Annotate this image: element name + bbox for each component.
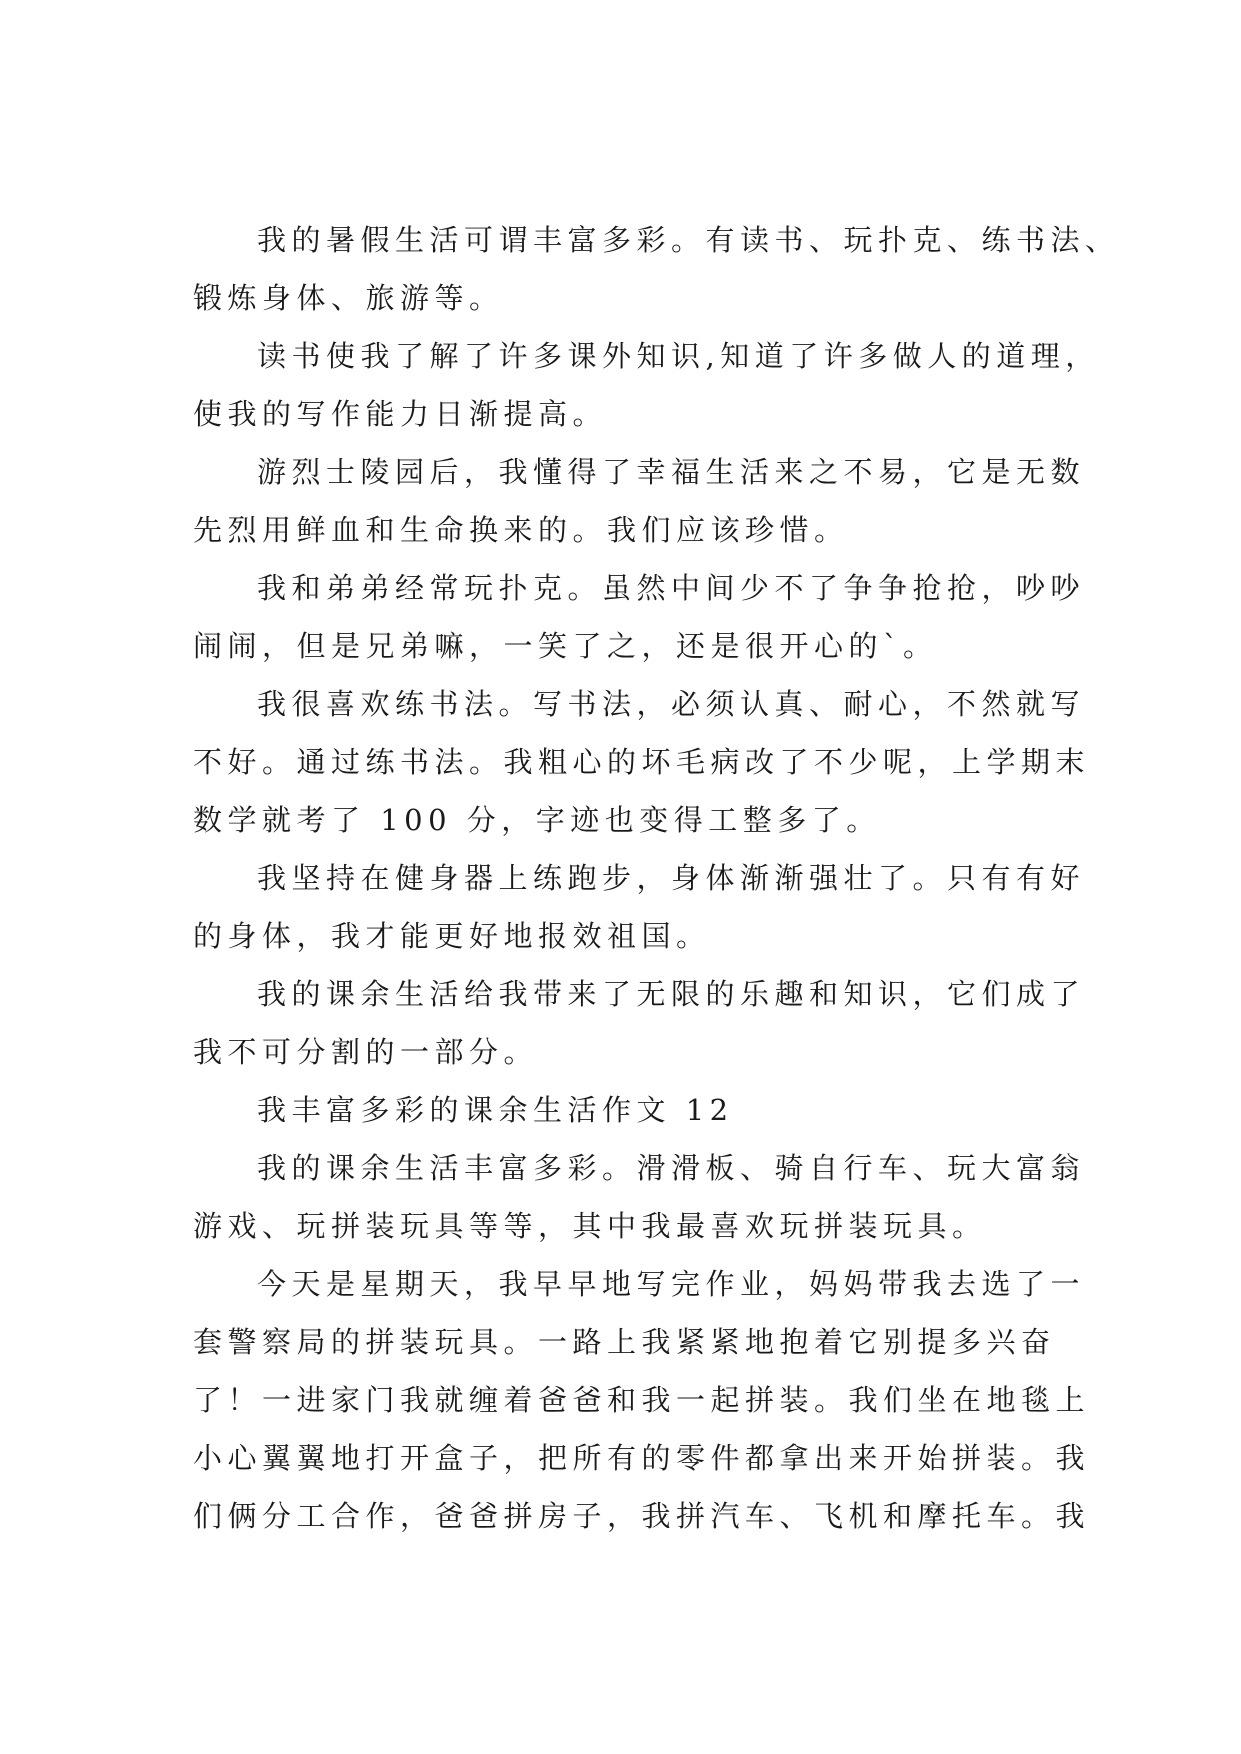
text-line: 我坚持在健身器上练跑步，身体渐渐强壮了。只有有好 — [257, 861, 1086, 895]
text-line: 我和弟弟经常玩扑克。虽然中间少不了争争抢抢，吵吵 — [257, 571, 1086, 605]
text-line: 我不可分割的一部分。 — [193, 1035, 539, 1069]
text-line: 我的暑假生活可谓丰富多彩。有读书、玩扑克、练书法、 — [257, 223, 1120, 257]
text-line: 我的课余生活给我带来了无限的乐趣和知识，它们成了 — [257, 977, 1086, 1011]
text-line: 游烈士陵园后，我懂得了幸福生活来之不易，它是无数 — [257, 455, 1086, 489]
text-line: 数学就考了 100 分，字迹也变得工整多了。 — [193, 803, 881, 837]
text-line: 了！一进家门我就缠着爸爸和我一起拼装。我们坐在地毯上 — [193, 1383, 1091, 1417]
section-heading: 我丰富多彩的课余生活作文 12 — [257, 1093, 734, 1127]
text-line: 们俩分工合作，爸爸拼房子，我拼汽车、飞机和摩托车。我 — [193, 1499, 1091, 1533]
text-line: 锻炼身体、旅游等。 — [193, 281, 504, 315]
text-line: 我很喜欢练书法。写书法，必须认真、耐心，不然就写 — [257, 687, 1086, 721]
text-line: 套警察局的拼装玩具。一路上我紧紧地抱着它别提多兴奋 — [193, 1325, 1056, 1359]
text-line: 不好。通过练书法。我粗心的坏毛病改了不少呢，上学期末 — [193, 745, 1091, 779]
text-line: 的身体，我才能更好地报效祖国。 — [193, 919, 711, 953]
text-line: 使我的写作能力日渐提高。 — [193, 397, 608, 431]
text-line: 读书使我了解了许多课外知识,知道了许多做人的道理， — [257, 339, 1100, 373]
text-line: 小心翼翼地打开盒子，把所有的零件都拿出来开始拼装。我 — [193, 1441, 1091, 1475]
text-line: 闹闹，但是兄弟嘛，一笑了之，还是很开心的`。 — [193, 629, 938, 663]
text-line: 先烈用鲜血和生命换来的。我们应该珍惜。 — [193, 513, 849, 547]
text-line: 我的课余生活丰富多彩。滑滑板、骑自行车、玩大富翁 — [257, 1151, 1086, 1185]
text-line: 今天是星期天，我早早地写完作业，妈妈带我去选了一 — [257, 1267, 1086, 1301]
text-line: 游戏、玩拼装玩具等等，其中我最喜欢玩拼装玩具。 — [193, 1209, 987, 1243]
